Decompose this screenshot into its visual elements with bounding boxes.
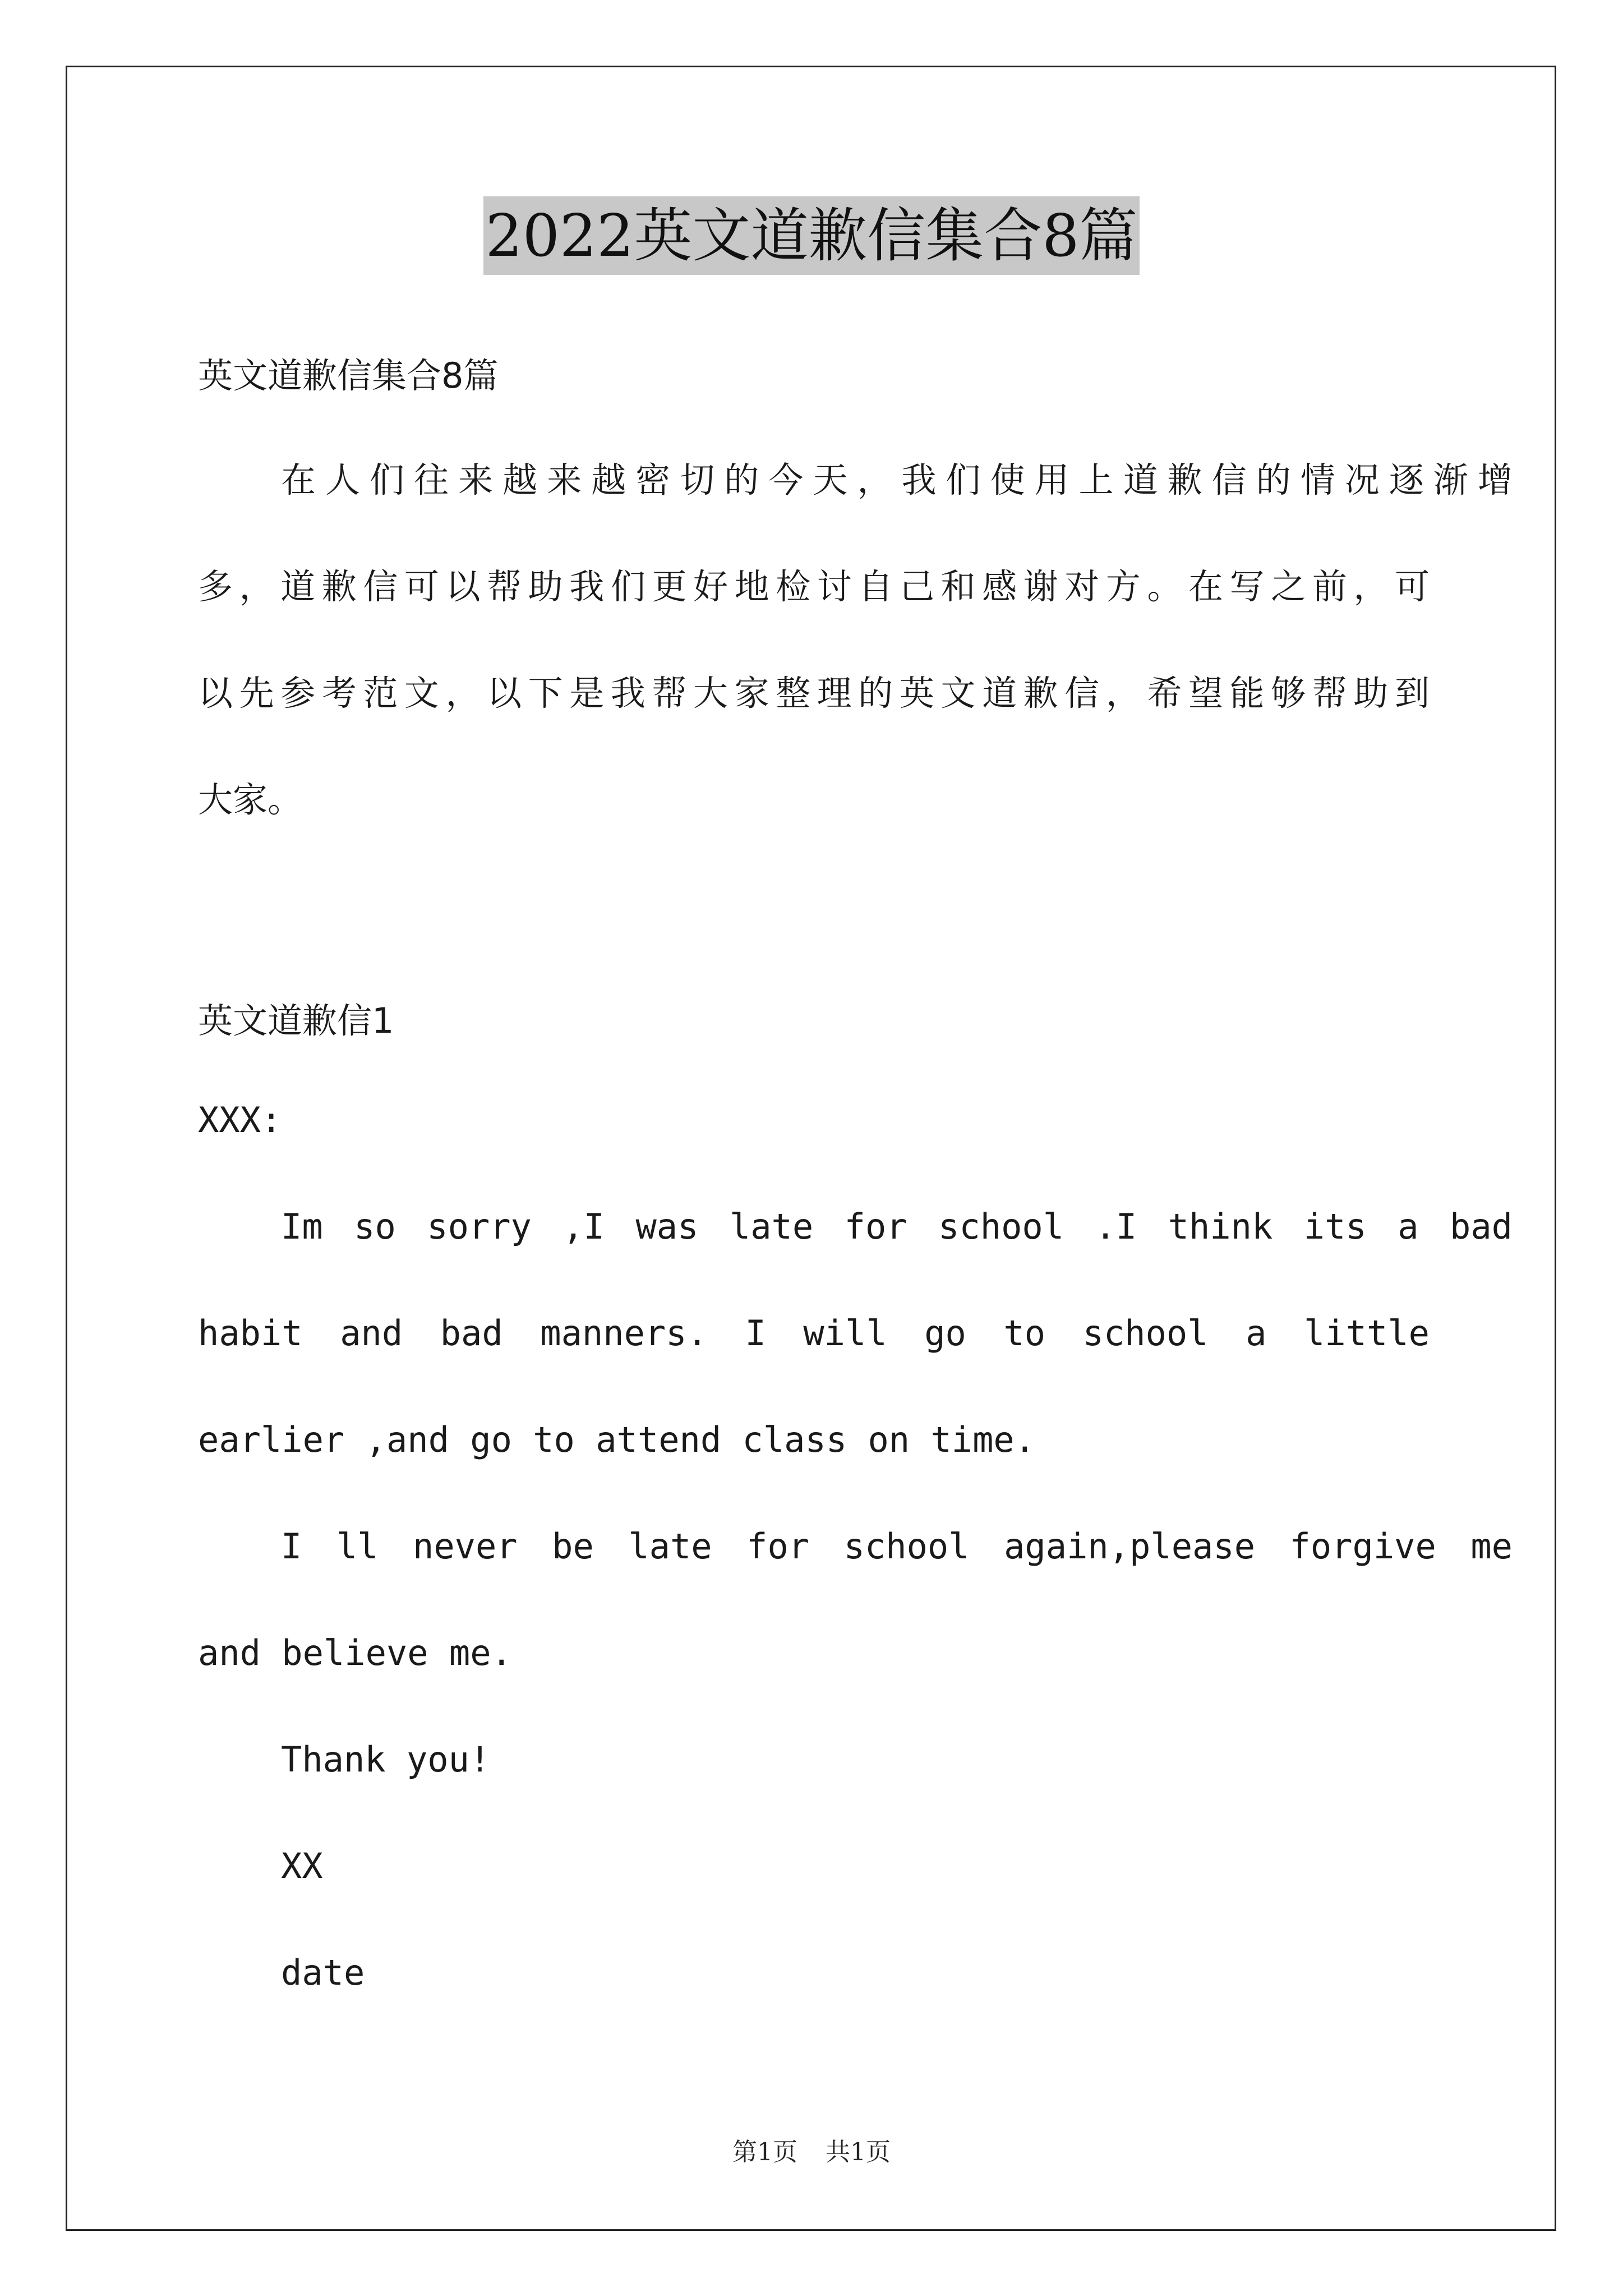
letter-salutation: XXX: bbox=[198, 1099, 282, 1140]
letter-closing: Thank you! bbox=[281, 1739, 491, 1780]
letter-para1-line-1: Im so sorry ,I was late for school .I think its a bad bbox=[281, 1206, 1513, 1247]
letter-para1-line-2: habit and bad manners. I will go to school a little bbox=[198, 1313, 1430, 1354]
intro-line-4: 大家。 bbox=[198, 779, 303, 820]
letter-signature: XX bbox=[281, 1846, 323, 1887]
letter-date: date bbox=[281, 1952, 365, 1993]
section-heading: 英文道歉信1 bbox=[198, 1000, 394, 1041]
document-title: 2022英文道歉信集合8篇 bbox=[483, 196, 1140, 275]
page-number-total: 共1页 bbox=[826, 2138, 891, 2166]
letter-para2-line-2: and believe me. bbox=[198, 1632, 512, 1673]
intro-line-1: 在人们往来越来越密切的今天，我们使用上道歉信的情况逐渐增 bbox=[281, 459, 1513, 500]
subtitle: 英文道歉信集合8篇 bbox=[198, 355, 499, 396]
page-number-current: 第1页 bbox=[732, 2138, 797, 2166]
letter-para2-line-1: I ll never be late for school again,please forgive me bbox=[281, 1526, 1513, 1567]
title-wrapper bbox=[0, 196, 1623, 275]
letter-para1-line-3: earlier ,and go to attend class on time. bbox=[198, 1419, 1036, 1460]
intro-line-3: 以先参考范文，以下是我帮大家整理的英文道歉信，希望能够帮助到 bbox=[198, 673, 1430, 714]
page-footer bbox=[0, 2132, 1623, 2168]
intro-line-2: 多，道歉信可以帮助我们更好地检讨自己和感谢对方。在写之前，可 bbox=[198, 566, 1430, 607]
